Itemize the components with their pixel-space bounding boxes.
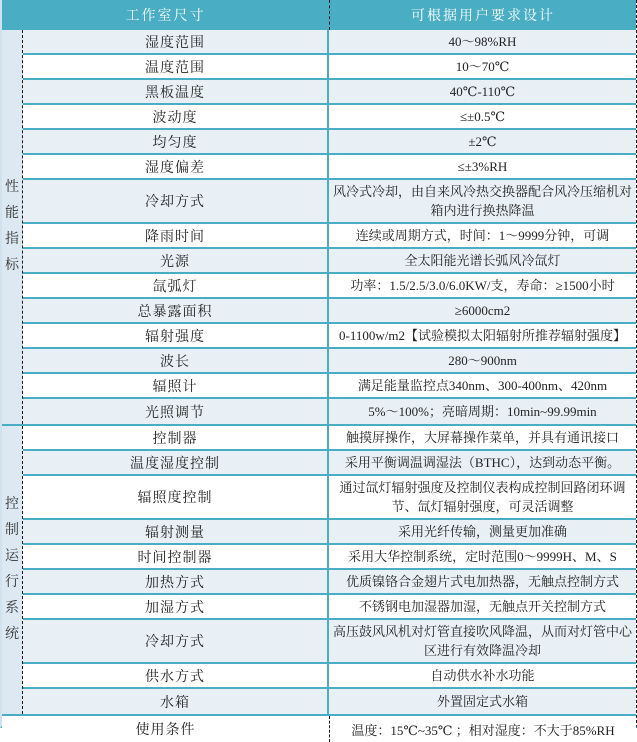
header-cell-custom-design: 可根据用户要求设计 — [411, 9, 555, 24]
spec-row-value: 采用平衡调温调湿法（BTHC），达到动态平衡。 — [344, 455, 621, 470]
spec-row-label: 辐射测量 — [23, 520, 329, 543]
spec-row — [23, 30, 636, 55]
spec-row-value: 风冷式冷却，由自来风冷热交换器配合风冷压缩机对箱内进行换热降温 — [332, 184, 632, 218]
spec-row-value: 通过氙灯辐射强度及控制仪表构成控制回路闭环调节、氙灯辐射强度，可灵活调整 — [339, 480, 626, 514]
spec-row-value: ≤±3%RH — [457, 159, 508, 174]
header-cell-chamber-size: 工作室尺寸 — [2, 0, 330, 30]
spec-row-label: 辐照计 — [23, 374, 329, 397]
spec-row-label: 波长 — [23, 349, 329, 372]
spec-row — [23, 349, 636, 374]
spec-row-label: 均匀度 — [23, 130, 329, 153]
spec-row-label: 辐照度控制 — [23, 476, 329, 518]
spec-row-value: 触摸屏操作，大屏幕操作菜单，并具有通讯接口 — [345, 430, 619, 445]
spec-row — [23, 476, 636, 520]
spec-row-label: 温度范围 — [23, 55, 329, 78]
spec-row-label: 湿度范围 — [23, 30, 329, 53]
spec-row-value: ±2℃ — [468, 134, 497, 149]
spec-row — [23, 224, 636, 249]
spec-row — [23, 451, 636, 476]
spec-row-label: 供水方式 — [23, 664, 329, 687]
spec-row — [23, 105, 636, 130]
spec-row — [23, 299, 636, 324]
spec-row-value: ≤±0.5℃ — [459, 109, 506, 124]
spec-row-label: 光源 — [23, 249, 329, 272]
spec-row-value: 0-1100w/m2【试验模拟太阳辐射所推荐辐射强度】 — [339, 328, 626, 343]
spec-row — [23, 274, 636, 299]
spec-row-label: 加湿方式 — [23, 595, 329, 618]
spec-row-label: 总暴露面积 — [23, 299, 329, 322]
spec-row-label: 冷却方式 — [23, 620, 329, 662]
spec-row-label: 温度湿度控制 — [23, 451, 329, 474]
spec-row — [23, 399, 636, 424]
usage-conditions-row — [2, 716, 636, 742]
spec-row-label: 冷却方式 — [23, 180, 329, 222]
spec-row-label: 加热方式 — [23, 570, 329, 593]
spec-row — [23, 324, 636, 349]
spec-row-label: 辐射强度 — [23, 324, 329, 347]
spec-row-value: 280～900nm — [448, 353, 517, 368]
spec-row-value: 高压鼓风风机对灯管直接吹风降温，从而对灯管中心区进行有效降温冷却 — [332, 624, 632, 658]
section-performance-indicators — [2, 30, 636, 426]
spec-row-label: 湿度偏差 — [23, 155, 329, 178]
spec-row-value: 外置固定式水箱 — [436, 694, 528, 709]
spec-row-value: 40℃-110℃ — [449, 84, 516, 99]
spec-row — [23, 545, 636, 570]
usage-conditions-label: 使用条件 — [2, 716, 330, 742]
spec-row — [23, 426, 636, 451]
spec-row-value: 优质镍铬合金翅片式电加热器，无触点控制方式 — [345, 574, 619, 589]
usage-conditions-value: 温度：15℃~35℃ ；相对湿度：不大于85%RH — [351, 722, 615, 738]
section-control-system — [2, 426, 636, 716]
spec-row — [23, 620, 636, 664]
spec-row — [23, 155, 636, 180]
spec-row — [23, 595, 636, 620]
spec-row-value: 连续或周期方式，时间：1～9999分钟，可调 — [355, 228, 610, 243]
spec-row-label: 降雨时间 — [23, 224, 329, 247]
spec-row — [23, 570, 636, 595]
spec-row-value: 采用光纤传输，测量更加准确 — [397, 524, 567, 539]
spec-row-label: 光照调节 — [23, 399, 329, 424]
section-label-control — [2, 426, 23, 714]
spec-row-label: 黑板温度 — [23, 80, 329, 103]
spec-row-value: 全太阳能光谱长弧风冷氙灯 — [404, 253, 561, 268]
spec-row — [23, 664, 636, 689]
spec-row — [23, 520, 636, 545]
table-header — [2, 0, 636, 30]
spec-row-value: 采用大华控制系统，定时范围0～9999H、M、S — [348, 549, 617, 564]
control-rows — [23, 426, 636, 714]
spec-row-label: 波动度 — [23, 105, 329, 128]
spec-row-label: 时间控制器 — [23, 545, 329, 568]
section-label-text: 性能指标 — [5, 180, 19, 273]
spec-row — [23, 80, 636, 105]
spec-row-value: ≥6000cm2 — [454, 303, 511, 318]
spec-row-label: 控制器 — [23, 426, 329, 449]
section-label-performance — [2, 30, 23, 424]
spec-row-value: 不锈钢电加湿器加湿，无触点开关控制方式 — [358, 599, 606, 614]
section-label-text: 控制运行系统 — [5, 497, 19, 642]
spec-row — [23, 55, 636, 80]
spec-row-label: 水箱 — [23, 689, 329, 714]
spec-row-value: 5%～100%；亮暗周期：10min~99.99min — [368, 404, 597, 419]
spec-row — [23, 689, 636, 714]
spec-row — [23, 130, 636, 155]
spec-row-label: 氙弧灯 — [23, 274, 329, 297]
spec-row — [23, 180, 636, 224]
spec-row — [23, 374, 636, 399]
spec-row-value: 功率：1.5/2.5/3.0/6.0KW/支，寿命：≥1500小时 — [350, 278, 615, 293]
spec-row-value: 满足能量监控点340nm、300-400nm、420nm — [357, 378, 608, 393]
spec-row — [23, 249, 636, 274]
spec-row-value: 10～70℃ — [455, 59, 510, 74]
spec-row-value: 40～98%RH — [448, 34, 517, 49]
spec-row-value: 自动供水补水功能 — [430, 668, 535, 683]
performance-rows — [23, 30, 636, 424]
